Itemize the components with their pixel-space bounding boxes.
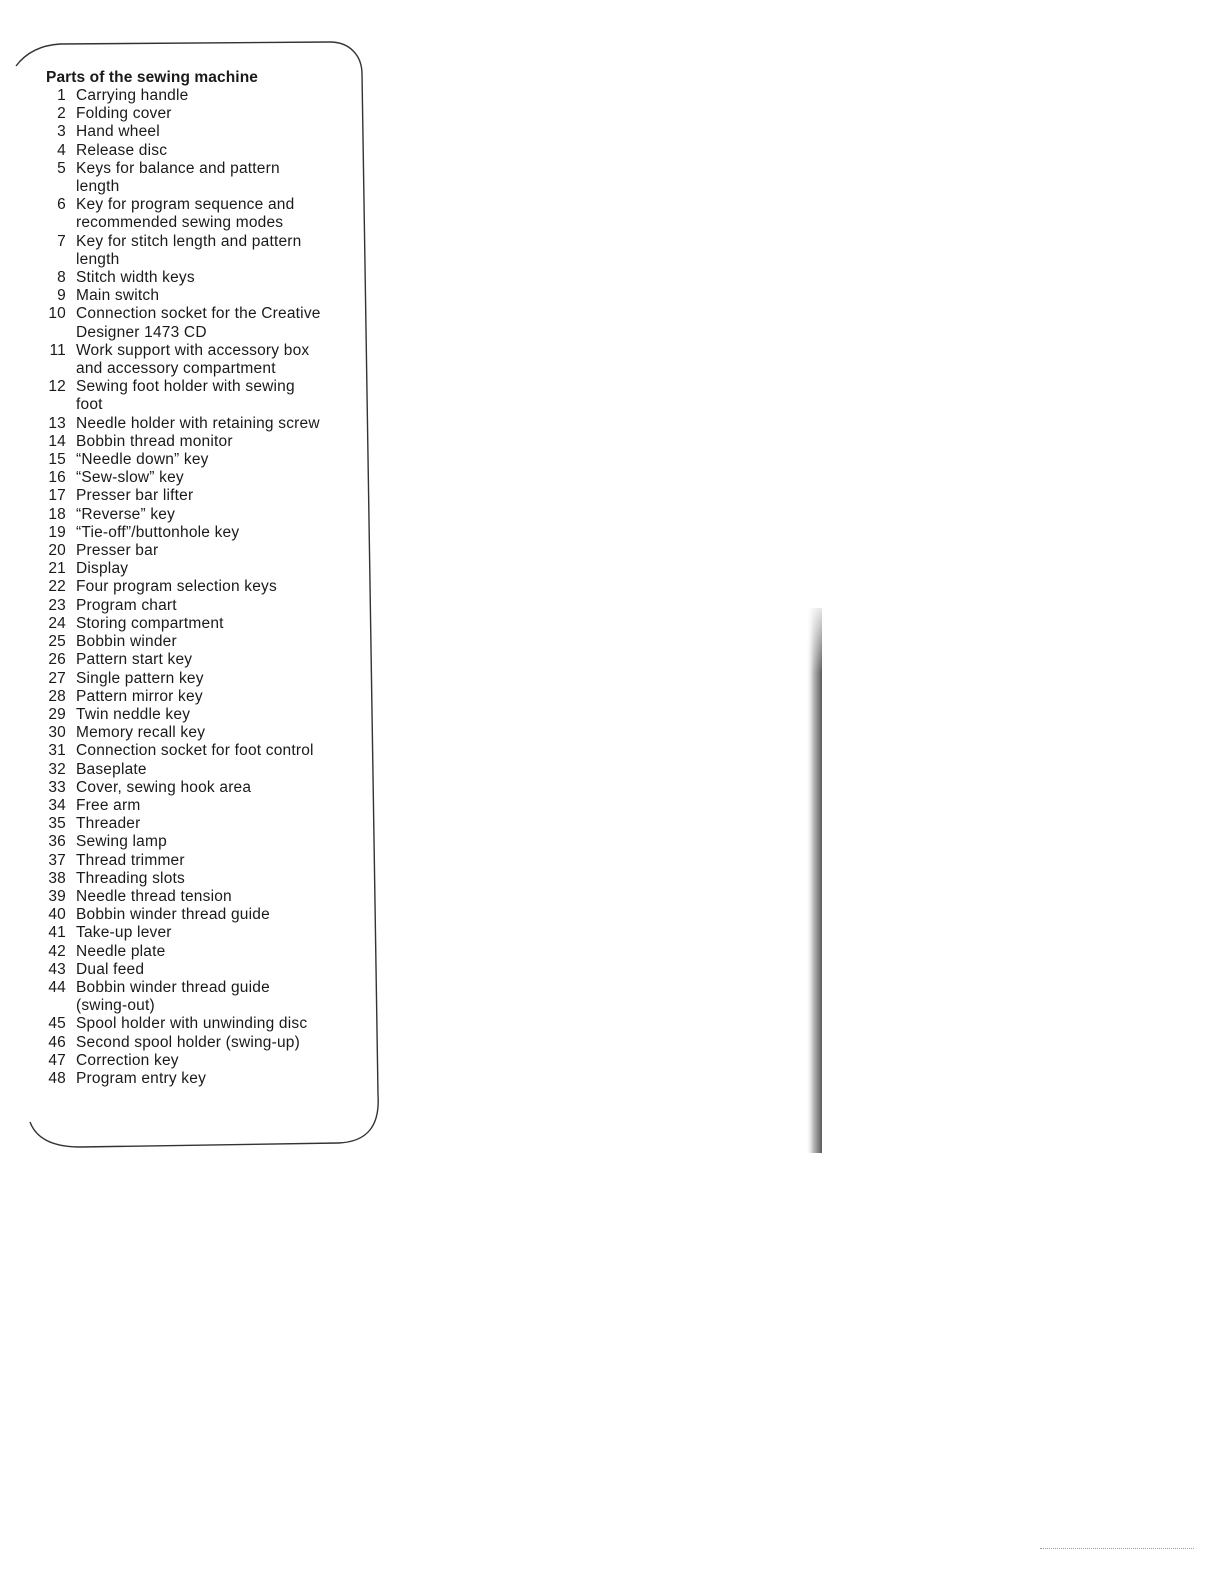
part-item xyxy=(46,269,376,287)
part-label xyxy=(76,1052,179,1070)
part-number: 25 xyxy=(48,633,66,651)
part-label xyxy=(76,415,320,433)
part-item xyxy=(46,142,376,160)
part-item xyxy=(46,342,376,378)
part-number: 39 xyxy=(48,887,66,905)
part-label xyxy=(76,433,233,451)
part-label-line: “Needle down” key xyxy=(76,451,209,469)
part-label xyxy=(76,378,295,414)
part-label xyxy=(76,924,172,942)
part-label-line: Connection socket for foot control xyxy=(76,742,314,760)
part-label-line: Key for stitch length and pattern xyxy=(76,232,302,250)
part-item xyxy=(46,852,376,870)
part-number: 4 xyxy=(57,141,66,159)
part-number: 13 xyxy=(48,414,66,432)
part-number: 41 xyxy=(48,924,66,942)
part-label-line: Sewing foot holder with sewing xyxy=(76,378,295,396)
part-number: 2 xyxy=(57,105,66,123)
part-item xyxy=(46,615,376,633)
part-number: 26 xyxy=(48,651,66,669)
part-label-line: Bobbin winder xyxy=(76,633,177,651)
part-number: 19 xyxy=(48,523,66,541)
part-item xyxy=(46,506,376,524)
part-label-line: “Sew-slow” key xyxy=(76,469,184,487)
part-number: 42 xyxy=(48,942,66,960)
scan-shadow-edge xyxy=(800,608,822,1153)
part-number: 18 xyxy=(48,505,66,523)
part-item xyxy=(46,415,376,433)
part-number: 20 xyxy=(48,542,66,560)
part-number: 7 xyxy=(57,232,66,250)
part-item xyxy=(46,670,376,688)
part-number: 35 xyxy=(48,815,66,833)
part-number: 48 xyxy=(48,1069,66,1087)
part-label-line: Stitch width keys xyxy=(76,269,195,287)
part-item xyxy=(46,87,376,105)
part-label xyxy=(76,815,141,833)
part-label xyxy=(76,142,167,160)
part-label-line: Dual feed xyxy=(76,960,145,978)
part-label xyxy=(76,542,158,560)
part-label-line: Folding cover xyxy=(76,105,172,123)
part-number: 32 xyxy=(48,760,66,778)
part-label xyxy=(76,888,232,906)
part-label xyxy=(76,633,177,651)
part-number: 23 xyxy=(48,596,66,614)
part-label xyxy=(76,269,195,287)
part-number: 8 xyxy=(57,269,66,287)
part-label-line: Presser bar lifter xyxy=(76,487,194,505)
part-number: 12 xyxy=(48,378,66,396)
part-item xyxy=(46,943,376,961)
part-label xyxy=(76,688,203,706)
part-number: 36 xyxy=(48,833,66,851)
part-item xyxy=(46,888,376,906)
part-label xyxy=(76,487,193,505)
part-number: 33 xyxy=(48,778,66,796)
part-item xyxy=(46,1070,376,1088)
part-label-line: Connection socket for the Creative xyxy=(76,305,321,323)
part-label xyxy=(76,651,192,669)
part-label-line: recommended sewing modes xyxy=(76,214,284,232)
part-label-line: Storing compartment xyxy=(76,614,224,632)
part-label xyxy=(76,833,167,851)
part-item xyxy=(46,815,376,833)
part-label-line: Twin neddle key xyxy=(76,705,191,723)
part-label xyxy=(76,469,184,487)
part-label xyxy=(76,196,294,232)
part-label-line: Key for program sequence and xyxy=(76,196,295,214)
part-label xyxy=(76,123,160,141)
part-label xyxy=(76,233,301,269)
part-label-line: Main switch xyxy=(76,287,160,305)
part-label xyxy=(76,906,270,924)
part-label-line: Bobbin thread monitor xyxy=(76,432,233,450)
part-number: 22 xyxy=(48,578,66,596)
part-number: 43 xyxy=(48,960,66,978)
part-label-line: Second spool holder (swing-up) xyxy=(76,1033,300,1051)
part-item xyxy=(46,1052,376,1070)
part-item xyxy=(46,524,376,542)
part-label-line: Keys for balance and pattern xyxy=(76,159,280,177)
part-label-line: length xyxy=(76,178,120,196)
part-item xyxy=(46,378,376,414)
part-label xyxy=(76,524,239,542)
part-label-line: Needle plate xyxy=(76,942,166,960)
part-item xyxy=(46,724,376,742)
part-item xyxy=(46,870,376,888)
part-label xyxy=(76,1015,307,1033)
part-item xyxy=(46,797,376,815)
part-label xyxy=(76,797,140,815)
part-number: 24 xyxy=(48,614,66,632)
part-label xyxy=(76,761,147,779)
part-label xyxy=(76,1070,206,1088)
part-item xyxy=(46,160,376,196)
part-number: 5 xyxy=(57,159,66,177)
part-label xyxy=(76,724,205,742)
part-number: 1 xyxy=(57,87,66,104)
part-label xyxy=(76,160,280,196)
part-number: 11 xyxy=(49,341,66,359)
part-label-line: Cover, sewing hook area xyxy=(76,778,252,796)
part-number: 14 xyxy=(48,432,66,450)
part-label xyxy=(76,852,185,870)
part-label-line: Presser bar xyxy=(76,542,159,560)
part-item xyxy=(46,688,376,706)
part-item xyxy=(46,469,376,487)
part-label-line: foot xyxy=(76,396,103,414)
part-item xyxy=(46,578,376,596)
part-item xyxy=(46,305,376,341)
part-label xyxy=(76,979,270,1015)
part-item xyxy=(46,633,376,651)
part-label-line: Spool holder with unwinding disc xyxy=(76,1015,308,1033)
part-label xyxy=(76,961,144,979)
part-number: 31 xyxy=(48,742,66,760)
part-item xyxy=(46,487,376,505)
part-label-line: Take-up lever xyxy=(76,924,172,942)
part-label-line: Pattern mirror key xyxy=(76,687,203,705)
part-number: 21 xyxy=(48,560,66,578)
part-item xyxy=(46,779,376,797)
part-label-line: “Reverse” key xyxy=(76,505,176,523)
part-label-line: Needle holder with retaining screw xyxy=(76,414,320,432)
part-label-line: Four program selection keys xyxy=(76,578,277,596)
part-label-line: Pattern start key xyxy=(76,651,193,669)
part-label xyxy=(76,506,175,524)
part-number: 47 xyxy=(48,1051,66,1069)
part-number: 44 xyxy=(48,978,66,996)
part-item xyxy=(46,542,376,560)
part-item xyxy=(46,961,376,979)
part-label-line: Work support with accessory box xyxy=(76,341,310,359)
panel-title: Parts of the sewing machine xyxy=(46,69,259,86)
part-label-line: Correction key xyxy=(76,1051,179,1069)
part-label xyxy=(76,597,177,615)
part-number: 46 xyxy=(48,1033,66,1051)
part-number: 30 xyxy=(48,724,66,742)
part-number: 27 xyxy=(48,669,66,687)
part-label xyxy=(76,870,185,888)
part-label xyxy=(76,706,190,724)
part-number: 9 xyxy=(57,287,66,305)
part-label xyxy=(76,451,209,469)
part-label-line: Needle thread tension xyxy=(76,887,232,905)
part-item xyxy=(46,742,376,760)
part-label xyxy=(76,615,224,633)
part-label-line: Program chart xyxy=(76,596,177,614)
part-item xyxy=(46,906,376,924)
part-label xyxy=(76,1034,300,1052)
part-item xyxy=(46,451,376,469)
part-label xyxy=(76,670,204,688)
part-label-line: Memory recall key xyxy=(76,724,206,742)
part-item xyxy=(46,1034,376,1052)
part-label-line: Thread trimmer xyxy=(76,851,185,869)
part-label-line: Release disc xyxy=(76,141,168,159)
part-label-line: Display xyxy=(76,560,129,578)
part-label-line: Program entry key xyxy=(76,1069,207,1087)
part-item xyxy=(46,761,376,779)
parts-list xyxy=(46,87,376,1088)
part-number: 38 xyxy=(48,869,66,887)
part-item xyxy=(46,560,376,578)
parts-panel xyxy=(46,68,376,1088)
part-number: 3 xyxy=(57,123,66,141)
part-label-line: Bobbin winder thread guide xyxy=(76,906,270,924)
part-label xyxy=(76,105,172,123)
part-item xyxy=(46,597,376,615)
part-number: 17 xyxy=(48,487,66,505)
part-label-line: (swing-out) xyxy=(76,997,155,1015)
part-item xyxy=(46,706,376,724)
part-label xyxy=(76,342,309,378)
part-label xyxy=(76,943,165,961)
part-label-line: “Tie-off”/buttonhole key xyxy=(76,523,240,541)
part-label xyxy=(76,87,188,105)
part-label-line: Designer 1473 CD xyxy=(76,323,207,341)
part-label-line: Baseplate xyxy=(76,760,147,778)
part-label-line: Free arm xyxy=(76,796,141,814)
part-number: 40 xyxy=(48,906,66,924)
part-number: 34 xyxy=(48,796,66,814)
part-label-line: and accessory compartment xyxy=(76,360,276,378)
part-label-line: Carrying handle xyxy=(76,87,189,104)
part-item xyxy=(46,979,376,1015)
part-number: 45 xyxy=(48,1015,66,1033)
part-item xyxy=(46,105,376,123)
part-label xyxy=(76,578,277,596)
part-label-line: Threader xyxy=(76,815,141,833)
part-item xyxy=(46,833,376,851)
part-label xyxy=(76,779,251,797)
footer-rule xyxy=(1040,1548,1194,1549)
part-number: 15 xyxy=(48,451,66,469)
part-item xyxy=(46,233,376,269)
part-number: 29 xyxy=(48,705,66,723)
frame-bottom-edge xyxy=(30,1095,378,1147)
part-item xyxy=(46,123,376,141)
part-label-line: Hand wheel xyxy=(76,123,160,141)
part-label xyxy=(76,287,159,305)
part-item xyxy=(46,651,376,669)
part-label-line: Threading slots xyxy=(76,869,185,887)
part-item xyxy=(46,196,376,232)
part-label xyxy=(76,305,321,341)
part-item xyxy=(46,287,376,305)
part-number: 28 xyxy=(48,687,66,705)
part-label xyxy=(76,742,314,760)
part-number: 10 xyxy=(48,305,66,323)
part-number: 6 xyxy=(57,196,66,214)
part-item xyxy=(46,924,376,942)
part-item xyxy=(46,433,376,451)
part-label-line: Bobbin winder thread guide xyxy=(76,978,270,996)
part-label-line: Sewing lamp xyxy=(76,833,167,851)
part-number: 37 xyxy=(48,851,66,869)
part-label-line: length xyxy=(76,250,120,268)
part-number: 16 xyxy=(48,469,66,487)
part-item xyxy=(46,1015,376,1033)
part-label-line: Single pattern key xyxy=(76,669,204,687)
part-label xyxy=(76,560,128,578)
